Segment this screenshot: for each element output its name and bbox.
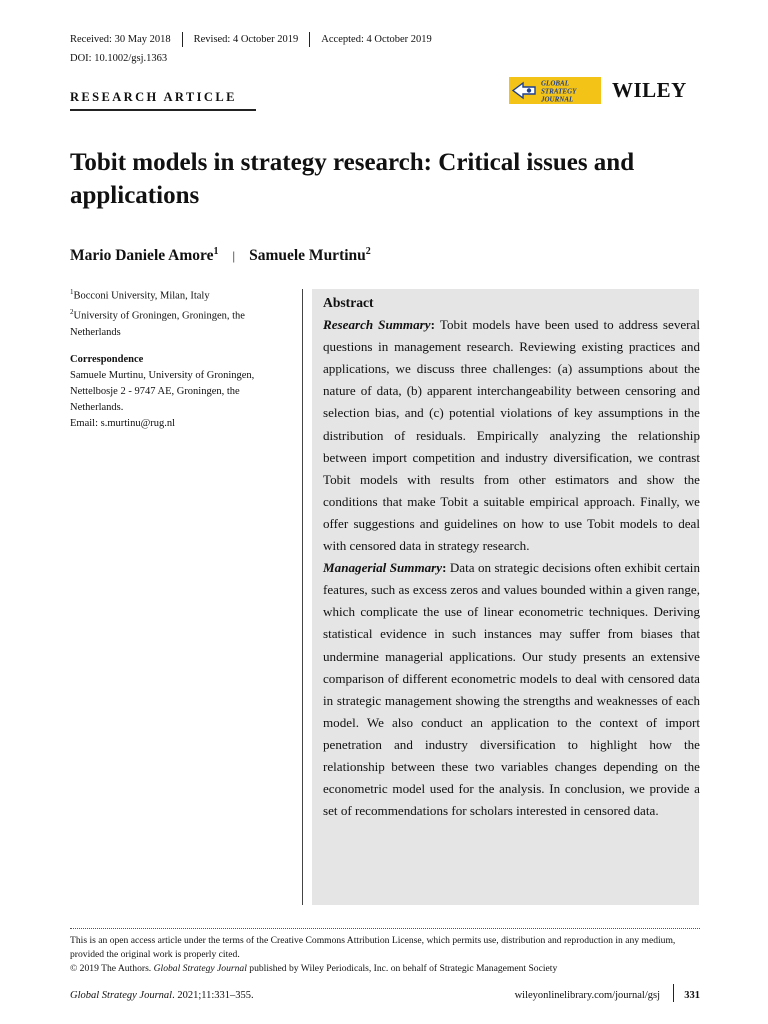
correspondence-address: Samuele Murtinu, University of Groningen, Nettelbosje 2 - 9747 AE, Groningen, the Netherlands. xyxy=(70,370,255,413)
author-name[interactable]: Samuele Murtinu$^2$ xyxy=(249,246,371,265)
article-dates xyxy=(70,32,432,47)
footnote xyxy=(70,934,702,976)
managerial-summary-text: Data on strategic decisions often exhibit certain features, such as excess zeros and values bounded within a given range, which complicate the use of linear econometric techniques. Deriving statistical evidence in such instances may suffer from biases that undermine managerial applications. Our study presents an extensive comparison of different econometric models to deal with censored data in strategic management showing the strengths and weaknesses of each model. We also conduct an application to the context of import penetration and industry diversification to highlight how the relationship between these two variables changes depending on the econometric model used for the analysis. In conclusion, we provide a set of recommendations for scholars interested in censored data. xyxy=(323,560,700,819)
page-number: 331 xyxy=(684,990,700,1001)
author-name[interactable]: Mario Daniele Amore$^1$ xyxy=(70,246,219,265)
affiliation-marker: 1 xyxy=(213,246,219,257)
footnote-rule xyxy=(70,928,700,929)
author-separator: | xyxy=(232,248,236,264)
article-type-underline xyxy=(70,109,256,111)
date-separator xyxy=(182,32,183,47)
column-divider xyxy=(302,289,303,905)
footer-citation: Global Strategy Journal. 2021;11:331–355. xyxy=(70,990,254,1001)
research-summary-label: Research Summary xyxy=(323,317,431,333)
article-type: RESEARCH ARTICLE xyxy=(70,90,237,104)
managerial-summary-label: Managerial Summary xyxy=(323,560,443,576)
research-summary-text: Tobit models have been used to address several questions in management research. Reviewing existing practices and applications, we discuss three challenges: (a) assumptions about the nature of data, (b) apparent interchangeability between censoring and selection bias, and (c) potential violations of key assumptions in the distribution of residuals. Empirically analyzing the relationship between import competition and industry diversification, we contrast Tobit models with results from other estimators and show the conditions that make Tobit a suitable empirical approach. Finally, we offer suggestions and guidelines on how to use Tobit models to deal with censored data in strategy research. xyxy=(323,317,700,554)
copyright-text: © 2019 The Authors. Global Strategy Journal published by Wiley Periodicals, Inc. on behalf of Strategic Management Society xyxy=(70,963,558,974)
footer-url[interactable]: wileyonlinelibrary.com/journal/gsj xyxy=(514,990,660,1001)
correspondence-heading: Correspondence xyxy=(70,354,144,365)
journal-logo-line-1: GLOBAL xyxy=(541,79,569,88)
article-title: Tobit models in strategy research: Critical issues and applications xyxy=(70,149,635,209)
footer-separator xyxy=(673,984,674,1002)
abstract-heading: Abstract xyxy=(323,295,374,310)
journal-logo xyxy=(509,77,601,104)
abstract-box xyxy=(312,289,699,905)
journal-logo-line-2: STRATEGY xyxy=(541,87,577,96)
affiliation-1: $^1$Bocconi University, Milan, Italy xyxy=(70,288,210,302)
journal-logo-line-3: JOURNAL xyxy=(541,95,574,104)
publisher-logo: WILEY xyxy=(612,78,687,102)
license-text: This is an open access article under the terms of the Creative Commons Attribution License, which permits use, distribution and reproduction in any medium, provided the original work is properly cited. xyxy=(70,935,676,960)
affiliation-marker: 2 xyxy=(365,246,371,257)
abstract-content: Abstract Research Summary: Tobit models have been used to address several questions in management research. Reviewing existing practices and applications, we discuss three challenges: (a) assumptions about the nature of data, (b) apparent interchangeability between censoring and selection bias, and (c) potential violations of key assumptions in the distribution of residuals. Empirically analyzing the relationship between import competition and industry diversification, we contrast Tobit models with results from other estimators and show the conditions that make Tobit a suitable empirical approach. Finally, we offer suggestions and guidelines on how to use Tobit models to deal with censored data in strategy research. Managerial Summary: Data on strategic decisions often exhibit certain features, such as excess zeros and values bounded within a given range, which complicate the use of linear econometric techniques. Deriving statistical evidence in such instances may suffer from biases that undermine managerial applications. Our study presents an extensive comparison of different econometric models to deal with censored data in strategic management showing the strengths and weaknesses of each model. We also conduct an application to the context of import penetration and industry diversification to highlight how the relationship between these two variables changes depending on the econometric model used for the analysis. In conclusion, we provide a set of recommendations for scholars interested in censored data. xyxy=(323,292,700,822)
received-date: Received: 30 May 2018 xyxy=(70,34,171,45)
doi[interactable]: DOI: 10.1002/gsj.1363 xyxy=(70,53,168,64)
date-separator xyxy=(309,32,310,47)
correspondence-email[interactable]: Email: s.murtinu@rug.nl xyxy=(70,418,176,429)
author-list xyxy=(70,246,371,265)
revised-date: Revised: 4 October 2019 xyxy=(193,34,299,45)
correspondence xyxy=(70,352,295,432)
affiliation-2: $^2$University of Groningen, Groningen, the Netherlands xyxy=(70,308,245,338)
accepted-date: Accepted: 4 October 2019 xyxy=(321,34,432,45)
